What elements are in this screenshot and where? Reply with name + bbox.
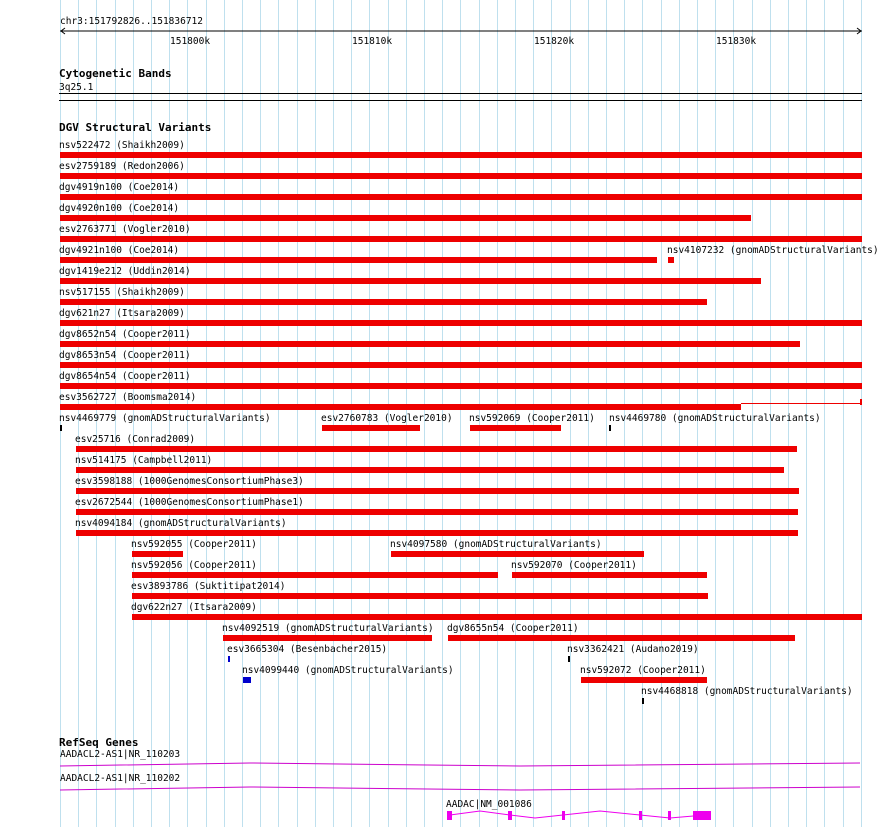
variant-label[interactable]: esv3562727 (Boomsma2014) (59, 392, 197, 403)
variant-label[interactable]: dgv4921n100 (Coe2014) (59, 245, 180, 256)
variant-label[interactable]: dgv621n27 (Itsara2009) (59, 308, 185, 319)
variant-label[interactable]: dgv4919n100 (Coe2014) (59, 182, 180, 193)
variant-bar-end-tick (860, 399, 862, 405)
variant-bar[interactable] (132, 614, 862, 620)
exon (447, 811, 452, 820)
variant-label[interactable]: nsv517155 (Shaikh2009) (59, 287, 185, 298)
variant-label[interactable]: nsv4469780 (gnomADStructuralVariants) (609, 413, 821, 424)
variant-bar[interactable] (76, 467, 784, 473)
variant-label[interactable]: dgv8653n54 (Cooper2011) (59, 350, 191, 361)
variant-bar[interactable] (76, 488, 799, 494)
variant-label[interactable]: esv25716 (Conrad2009) (75, 434, 196, 445)
variant-label[interactable]: esv2763771 (Vogler2010) (59, 224, 191, 235)
variant-bar[interactable] (76, 530, 798, 536)
exon (508, 811, 512, 820)
ruler-tick-label: 151800k (170, 36, 211, 47)
variant-bar[interactable] (568, 656, 570, 662)
ruler-tick-label: 151810k (352, 36, 393, 47)
variant-label[interactable]: esv3893786 (Suktitipat2014) (131, 581, 286, 592)
variant-bar[interactable] (391, 551, 644, 557)
ruler[interactable] (0, 24, 890, 44)
variant-label[interactable]: dgv1419e212 (Uddin2014) (59, 266, 191, 277)
variant-bar[interactable] (132, 572, 498, 578)
variant-label[interactable]: nsv4468818 (gnomADStructuralVariants) (641, 686, 853, 697)
variant-bar-extension (741, 403, 862, 404)
variant-label[interactable]: nsv4094184 (gnomADStructuralVariants) (75, 518, 287, 529)
variant-bar[interactable] (132, 593, 708, 599)
variant-bar[interactable] (243, 677, 251, 683)
dgv-track-title: DGV Structural Variants (59, 121, 212, 134)
variant-label[interactable]: nsv3362421 (Audano2019) (567, 644, 699, 655)
variant-label[interactable]: nsv4097580 (gnomADStructuralVariants) (390, 539, 602, 550)
variant-bar[interactable] (60, 173, 862, 179)
variant-bar[interactable] (60, 194, 862, 200)
cytoband-track-title: Cytogenetic Bands (59, 67, 172, 80)
variant-label[interactable]: esv3665304 (Besenbacher2015) (227, 644, 388, 655)
variant-label[interactable]: nsv592055 (Cooper2011) (131, 539, 257, 550)
variant-bar[interactable] (60, 236, 862, 242)
variant-label[interactable]: dgv8654n54 (Cooper2011) (59, 371, 191, 382)
variant-label[interactable]: nsv4469779 (gnomADStructuralVariants) (59, 413, 271, 424)
variant-label[interactable]: esv2759189 (Redon2006) (59, 161, 185, 172)
variant-bar[interactable] (642, 698, 644, 704)
variant-bar[interactable] (60, 320, 862, 326)
variant-bar[interactable] (60, 404, 741, 410)
variant-bar[interactable] (223, 635, 432, 641)
gene-label[interactable]: AADAC|NM_001086 (446, 799, 532, 810)
gene-label[interactable]: AADACL2-AS1|NR_110202 (60, 773, 181, 784)
variant-bar[interactable] (668, 257, 674, 263)
exon (693, 811, 711, 820)
exon (639, 811, 642, 820)
gene-model-nm-001086-intron (450, 811, 705, 818)
variant-label[interactable]: nsv4107232 (gnomADStructuralVariants) (667, 245, 879, 256)
variant-label[interactable]: nsv592056 (Cooper2011) (131, 560, 257, 571)
refseq-gene-models[interactable] (0, 755, 890, 827)
variant-label[interactable]: nsv592069 (Cooper2011) (469, 413, 595, 424)
variant-label[interactable]: nsv4099440 (gnomADStructuralVariants) (242, 665, 454, 676)
variant-label[interactable]: nsv514175 (Campbell2011) (75, 455, 213, 466)
exon (562, 811, 565, 820)
variant-label[interactable]: esv2672544 (1000GenomesConsortiumPhase1) (75, 497, 304, 508)
gene-model-nr-110203 (60, 763, 860, 766)
variant-bar[interactable] (609, 425, 611, 431)
variant-bar[interactable] (60, 215, 751, 221)
variant-bar[interactable] (76, 446, 797, 452)
cytoband-label: 3q25.1 (59, 82, 94, 93)
variant-label[interactable]: dgv622n27 (Itsara2009) (131, 602, 257, 613)
gene-label[interactable]: AADACL2-AS1|NR_110203 (60, 749, 181, 760)
variant-bar[interactable] (60, 341, 800, 347)
variant-bar[interactable] (60, 152, 862, 158)
variant-bar[interactable] (60, 425, 62, 431)
variant-bar[interactable] (581, 677, 707, 683)
region-label: chr3:151792826..151836712 (60, 16, 203, 27)
variant-bar[interactable] (60, 299, 707, 305)
variant-label[interactable]: nsv4092519 (gnomADStructuralVariants) (222, 623, 434, 634)
variant-bar[interactable] (228, 656, 230, 662)
variant-label[interactable]: esv3598188 (1000GenomesConsortiumPhase3) (75, 476, 304, 487)
variant-label[interactable]: nsv592070 (Cooper2011) (511, 560, 637, 571)
variant-bar[interactable] (322, 425, 420, 431)
variant-bar[interactable] (448, 635, 795, 641)
variant-bar[interactable] (60, 362, 862, 368)
gene-model-nr-110202 (60, 787, 860, 790)
cytoband-bar[interactable] (59, 93, 862, 94)
variant-bar[interactable] (76, 509, 798, 515)
variant-bar[interactable] (512, 572, 707, 578)
variant-label[interactable]: esv2760783 (Vogler2010) (321, 413, 453, 424)
variant-label[interactable]: dgv4920n100 (Coe2014) (59, 203, 180, 214)
variant-bar[interactable] (132, 551, 183, 557)
variant-bar[interactable] (60, 257, 657, 263)
track-divider (59, 100, 862, 101)
variant-bar[interactable] (60, 383, 862, 389)
ruler-tick-label: 151820k (534, 36, 575, 47)
refseq-track-title: RefSeq Genes (59, 736, 139, 749)
variant-label[interactable]: dgv8652n54 (Cooper2011) (59, 329, 191, 340)
ruler-tick-label: 151830k (716, 36, 757, 47)
variant-label[interactable]: nsv592072 (Cooper2011) (580, 665, 706, 676)
variant-label[interactable]: dgv8655n54 (Cooper2011) (447, 623, 579, 634)
variant-bar[interactable] (60, 278, 761, 284)
exon (668, 811, 671, 820)
variant-label[interactable]: nsv522472 (Shaikh2009) (59, 140, 185, 151)
variant-bar[interactable] (470, 425, 561, 431)
